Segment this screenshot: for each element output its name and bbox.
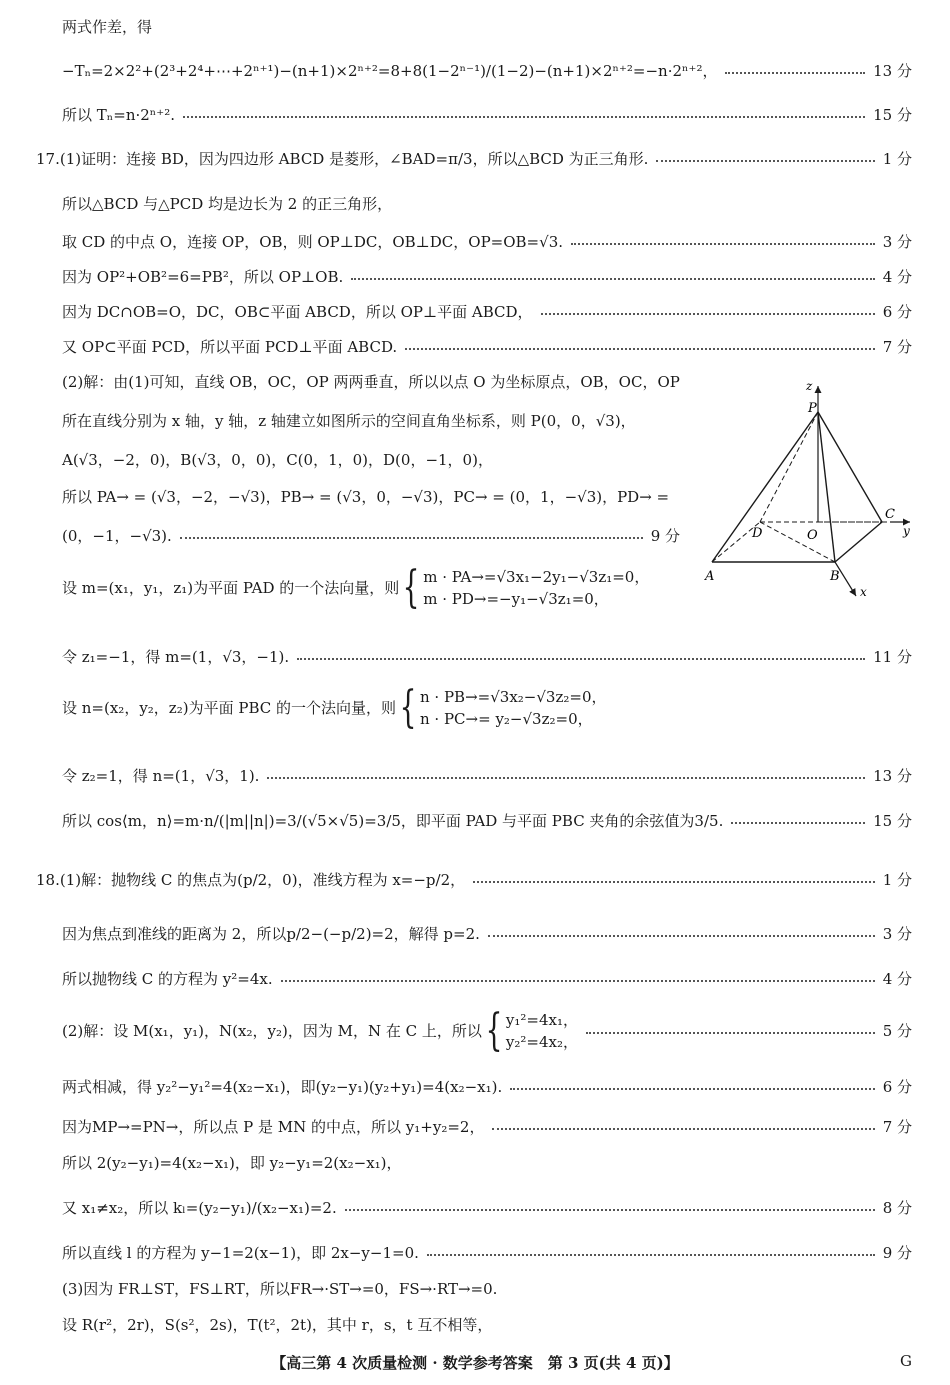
system-lead: (2)解：设 M(x₁，y₁)，N(x₂，y₂)，因为 M，N 在 C 上，所以 bbox=[62, 1022, 482, 1040]
line-11 bbox=[62, 449, 493, 471]
score: 9 分 bbox=[882, 1244, 912, 1262]
line-3 bbox=[36, 148, 912, 170]
score: 11 分 bbox=[873, 648, 912, 666]
line-text: 取 CD 的中点 O，连接 OP，OB，则 OP⊥DC，OB⊥DC，OP=OB=√3. bbox=[62, 233, 563, 251]
line-text: 两式作差，得 bbox=[62, 18, 153, 36]
score: 8 分 bbox=[882, 1199, 912, 1217]
label-b: B bbox=[830, 569, 840, 584]
leader-dots bbox=[492, 1128, 874, 1130]
leader-dots bbox=[541, 313, 875, 315]
score: 15 分 bbox=[873, 812, 912, 830]
line-text: 18.(1)解：抛物线 C 的焦点为(p/2，0)，准线方程为 x=−p/2， bbox=[36, 871, 466, 889]
line-text: −Tₙ=2×2²+(2³+2⁴+⋯+2ⁿ⁺¹)−(n+1)×2ⁿ⁺²=8+8(1−2ⁿ⁻¹)/(1−2)−(n+1)×2ⁿ⁺²=−n·2ⁿ⁺²， bbox=[62, 62, 718, 80]
line-19 bbox=[62, 968, 912, 990]
line-text: 所以 2(y₂−y₁)=4(x₂−x₁)，即 y₂−y₁=2(x₂−x₁)， bbox=[62, 1154, 402, 1172]
score: 4 分 bbox=[882, 268, 912, 286]
line-text: 又 x₁≠x₂，所以 kₗ=(y₂−y₁)/(x₂−x₁)=2. bbox=[62, 1199, 337, 1217]
line-20 bbox=[62, 1076, 912, 1098]
line-text: 因为 OP²+OB²=6=PB²，所以 OP⊥OB. bbox=[62, 268, 344, 286]
score: 7 分 bbox=[882, 1118, 912, 1136]
line-24 bbox=[62, 1242, 912, 1264]
line-text: 17.(1)证明：连接 BD，因为四边形 ABCD 是菱形，∠BAD=π/3，所以△BCD 为正三角形. bbox=[36, 150, 649, 168]
line-text: (0，−1，−√3). bbox=[62, 527, 172, 545]
line-7 bbox=[62, 301, 912, 323]
line-text: 所在直线分别为 x 轴，y 轴，z 轴建立如图所示的空间直角坐标系，则 P(0，0，√3)， bbox=[62, 412, 636, 430]
score: 1 分 bbox=[882, 150, 912, 168]
leader-dots bbox=[281, 980, 875, 982]
score: 7 分 bbox=[882, 338, 912, 356]
system-block bbox=[62, 1005, 578, 1056]
page-footer: 【高三第 4 次质量检测 · 数学参考答案 第 3 页(共 4 页)】 bbox=[271, 1354, 679, 1372]
line-text: 因为 DC∩OB=O，DC，OB⊂平面 ABCD，所以 OP⊥平面 ABCD， bbox=[62, 303, 533, 321]
line-0 bbox=[62, 16, 912, 38]
score: 1 分 bbox=[882, 871, 912, 889]
leader-dots bbox=[473, 881, 875, 883]
system-lead: 设 m=(x₁，y₁，z₁)为平面 PAD 的一个法向量，则 bbox=[62, 579, 400, 597]
line-8 bbox=[62, 336, 912, 358]
edge-pa bbox=[712, 412, 818, 562]
line-text: 令 z₂=1，得 n=(1，√3，1). bbox=[62, 767, 260, 785]
system-equations bbox=[506, 1009, 578, 1053]
line-26 bbox=[62, 1314, 912, 1336]
line-14 bbox=[62, 646, 912, 668]
line-text: 因为焦点到准线的距离为 2，所以p/2−(−p/2)=2，解得 p=2. bbox=[62, 925, 480, 943]
edge-pd bbox=[760, 412, 818, 522]
score: 3 分 bbox=[882, 233, 912, 251]
equation-2: n · PC→= y₂−√3z₂=0， bbox=[420, 710, 593, 728]
score: 13 分 bbox=[873, 767, 912, 785]
score: 9 分 bbox=[650, 527, 680, 545]
line-text: (2)解：由(1)可知，直线 OB，OC，OP 两两垂直，所以以点 O 为坐标原点，OB，OC，OP bbox=[62, 373, 680, 391]
brace: { bbox=[485, 1005, 503, 1056]
leader-dots bbox=[345, 1209, 875, 1211]
equation-1: m · PA→=√3x₁−2y₁−√3z₁=0， bbox=[423, 568, 650, 586]
line-13 bbox=[62, 525, 680, 547]
line-text: 所以 PA→ = (√3，−2，−√3)，PB→ = (√3，0，−√3)，PC→ = (0，1，−√3)，PD→ = bbox=[62, 488, 670, 506]
pyramid-figure bbox=[700, 372, 915, 604]
equation-2: m · PD→=−y₁−√3z₁=0， bbox=[423, 590, 609, 608]
brace: { bbox=[399, 682, 417, 733]
line-text: 所以 Tₙ=n·2ⁿ⁺². bbox=[62, 106, 175, 124]
line-25 bbox=[62, 1278, 912, 1300]
line-17 bbox=[36, 869, 912, 891]
label-d: D bbox=[752, 526, 763, 541]
line-text: 所以 cos⟨m，n⟩=m·n/(|m||n|)=3/(√5×√5)=3/5，即平面 PAD 与平面 PBC 夹角的余弦值为3/5. bbox=[62, 812, 724, 830]
line-text: 因为MP→=PN→，所以点 P 是 MN 的中点，所以 y₁+y₂=2， bbox=[62, 1118, 485, 1136]
leader-dots bbox=[297, 658, 865, 660]
leader-dots bbox=[183, 116, 865, 118]
edge-db bbox=[760, 522, 835, 562]
score: 3 分 bbox=[882, 925, 912, 943]
equation-1: n · PB→=√3x₂−√3z₂=0， bbox=[420, 688, 607, 706]
line-12 bbox=[62, 486, 669, 508]
label-y: y bbox=[903, 524, 910, 538]
leader-dots bbox=[427, 1254, 875, 1256]
leader-dots bbox=[656, 160, 874, 162]
leader-dots bbox=[488, 935, 875, 937]
line-21 bbox=[62, 1116, 912, 1138]
system-equations bbox=[420, 686, 607, 730]
label-x: x bbox=[860, 585, 867, 599]
system-1 bbox=[62, 682, 607, 733]
leader-dots bbox=[180, 537, 643, 539]
line-text: 所以△BCD 与△PCD 均是边长为 2 的正三角形， bbox=[62, 195, 393, 213]
leader-dots bbox=[351, 278, 874, 280]
score: 4 分 bbox=[882, 970, 912, 988]
line-4 bbox=[62, 193, 912, 215]
line-15 bbox=[62, 765, 912, 787]
line-23 bbox=[62, 1197, 912, 1219]
line-text: 所以抛物线 C 的方程为 y²=4x. bbox=[62, 970, 273, 988]
edge-bc bbox=[835, 522, 882, 562]
line-text: (3)因为 FR⊥ST，FS⊥RT，所以FR→·ST→=0，FS→·RT→=0. bbox=[62, 1280, 498, 1298]
system-2 bbox=[62, 1005, 912, 1056]
line-6 bbox=[62, 266, 912, 288]
equation-1: y₁²=4x₁， bbox=[505, 1011, 578, 1029]
line-10 bbox=[62, 410, 636, 432]
leader-dots bbox=[405, 348, 874, 350]
score: 13 分 bbox=[873, 62, 912, 80]
leader-dots bbox=[586, 1032, 875, 1034]
score: 15 分 bbox=[873, 106, 912, 124]
leader-dots bbox=[731, 822, 865, 824]
line-text: A(√3，−2，0)，B(√3，0，0)，C(0，1，0)，D(0，−1，0)， bbox=[62, 451, 493, 469]
score: 5 分 bbox=[882, 1022, 912, 1040]
equation-2: y₂²=4x₂， bbox=[505, 1033, 578, 1051]
line-text: 令 z₁=−1，得 m=(1，√3，−1). bbox=[62, 648, 290, 666]
system-0 bbox=[62, 562, 650, 613]
leader-dots bbox=[267, 777, 865, 779]
edge-pc bbox=[818, 412, 882, 522]
label-p: P bbox=[808, 401, 817, 416]
line-2 bbox=[62, 104, 912, 126]
line-1 bbox=[62, 60, 912, 82]
line-18 bbox=[62, 923, 912, 945]
score: 6 分 bbox=[882, 303, 912, 321]
label-o: O bbox=[807, 528, 818, 543]
brace: { bbox=[402, 562, 420, 613]
system-equations bbox=[423, 566, 649, 610]
label-c: C bbox=[885, 507, 895, 522]
leader-dots bbox=[725, 72, 865, 74]
label-z: z bbox=[806, 379, 813, 393]
label-a: A bbox=[705, 569, 715, 584]
edge-pb bbox=[818, 412, 835, 562]
leader-dots bbox=[510, 1088, 874, 1090]
line-text: 又 OP⊂平面 PCD，所以平面 PCD⊥平面 ABCD. bbox=[62, 338, 398, 356]
line-text: 设 R(r²，2r)，S(s²，2s)，T(t²，2t)，其中 r，s，t 互不相等， bbox=[62, 1316, 493, 1334]
line-22 bbox=[62, 1152, 912, 1174]
system-lead: 设 n=(x₂，y₂，z₂)为平面 PBC 的一个法向量，则 bbox=[62, 699, 396, 717]
leader-dots bbox=[571, 243, 875, 245]
line-16 bbox=[62, 810, 912, 832]
line-text: 两式相减，得 y₂²−y₁²=4(x₂−x₁)，即(y₂−y₁)(y₂+y₁)=4(x₂−x₁). bbox=[62, 1078, 503, 1096]
line-9 bbox=[62, 371, 680, 393]
score: 6 分 bbox=[882, 1078, 912, 1096]
line-5 bbox=[62, 231, 912, 253]
line-text: 所以直线 l 的方程为 y−1=2(x−1)，即 2x−y−1=0. bbox=[62, 1244, 419, 1262]
version-letter: G bbox=[900, 1352, 912, 1370]
